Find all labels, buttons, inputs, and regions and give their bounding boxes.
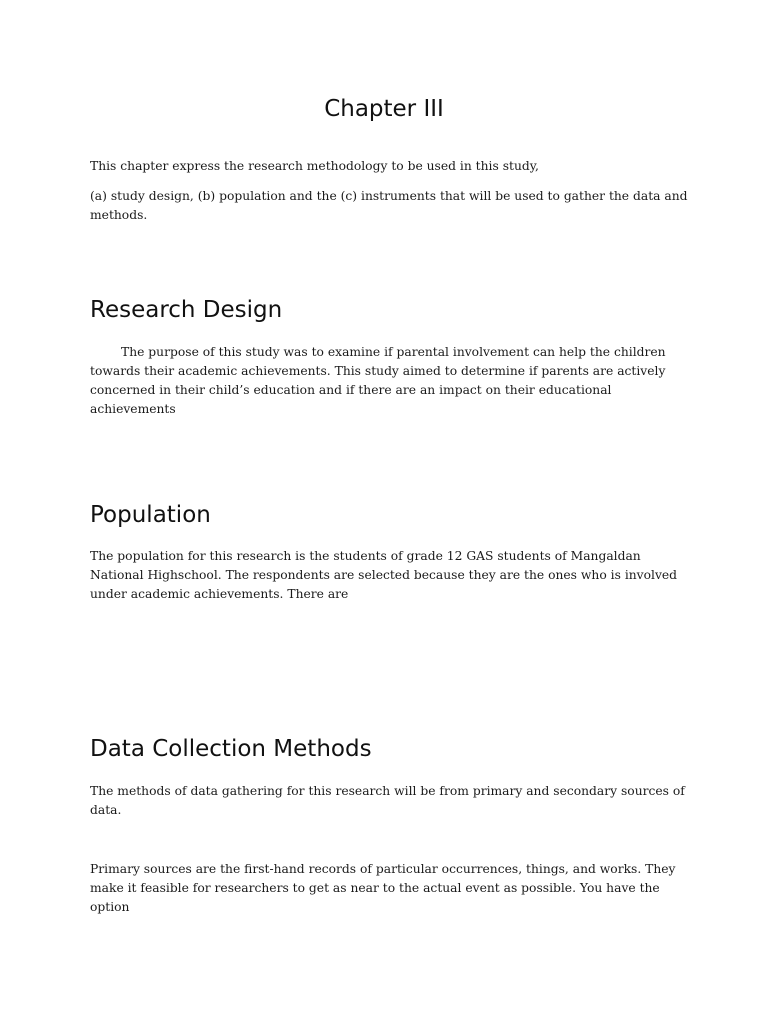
intro-paragraph-1: This chapter express the research methodology to be used in this study, [90, 159, 539, 173]
research-design-body: The purpose of this study was to examine if parental involvement can help the children towards their academic achievements. This study aimed to determine if parents are actively concerned in their child’s education and if there are an impact on their educational achievements [90, 345, 666, 416]
intro-paragraph-2: (a) study design, (b) population and the (c) instruments that will be used to gather the data and methods. [90, 189, 688, 222]
population-heading: Population [90, 502, 211, 528]
data-collection-body-2: Primary sources are the first-hand records of particular occurrences, things, and works. They make it feasible for researchers to get as near to the actual event as possible. You have the option [90, 862, 676, 914]
data-collection-body-1: The methods of data gathering for this research will be from primary and secondary sources of data. [90, 784, 685, 817]
research-design-heading: Research Design [90, 297, 283, 323]
data-collection-heading: Data Collection Methods [90, 736, 372, 762]
chapter-title: Chapter III [324, 96, 444, 122]
population-body: The population for this research is the students of grade 12 GAS students of Mangaldan National Highschool. The respondents are selected because they are the ones who is involved under academic achievements. There are [90, 549, 678, 601]
